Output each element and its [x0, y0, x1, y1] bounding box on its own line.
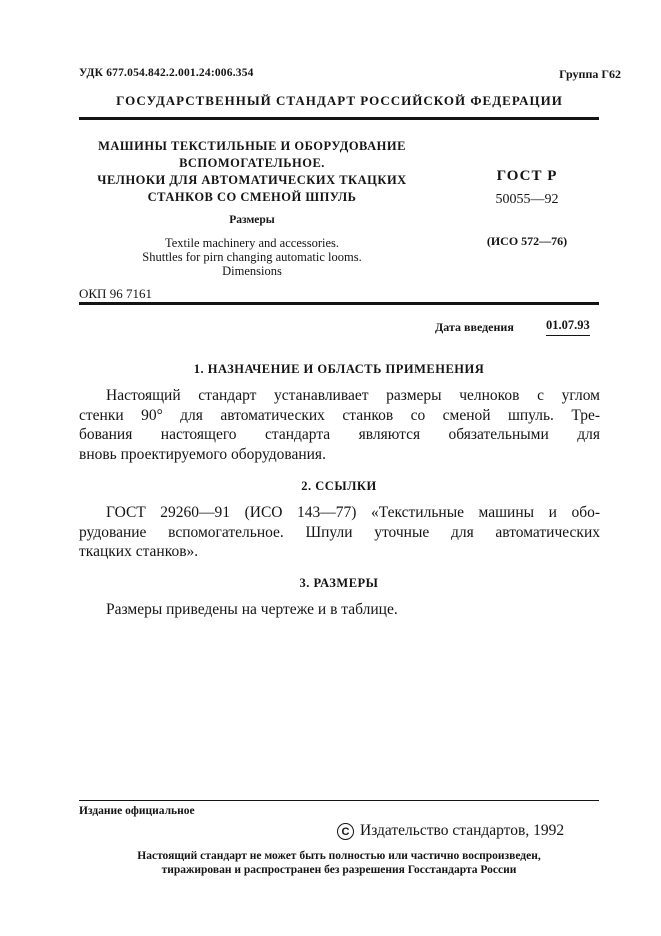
copyright-icon: C	[337, 823, 354, 840]
section-heading: 3. РАЗМЕРЫ	[299, 576, 379, 590]
udk-code: УДК 677.054.842.2.001.24:006.354	[79, 67, 254, 79]
paragraph-line: бования настоящего стандарта являются обязательными для	[79, 426, 600, 443]
introduction-date-label: Дата введения	[435, 320, 514, 334]
section-heading: 1. НАЗНАЧЕНИЕ И ОБЛАСТЬ ПРИМЕНЕНИЯ	[193, 362, 485, 376]
english-title	[79, 236, 425, 278]
paragraph-line: ГОСТ 29260—91 (ИСО 143—77) «Текстильные машины и обо-	[106, 504, 600, 521]
gost-number: 50055—92	[495, 192, 559, 207]
paragraph-line: Настоящий стандарт устанавливает размеры челноков с углом	[106, 387, 600, 404]
introduction-date: 01.07.93	[546, 318, 590, 336]
iso-reference: (ИСО 572—76)	[486, 234, 568, 248]
paragraph-line: рудование вспомогательное. Шпули уточные для автоматических	[79, 523, 600, 541]
gost-r-label: ГОСТ Р	[496, 168, 558, 184]
reproduction-notice	[79, 849, 599, 877]
official-edition-label: Издание официальное	[79, 805, 195, 817]
section-paragraph	[106, 600, 600, 620]
document-subtitle: Размеры	[229, 214, 275, 226]
title-line: ВСПОМОГАТЕЛЬНОЕ.	[179, 156, 325, 170]
section-paragraph	[79, 386, 600, 464]
paragraph-line: стенки 90° для автоматических станков со сменой шпуль. Тре-	[79, 406, 600, 424]
section-heading: 2. ССЫЛКИ	[301, 479, 377, 493]
document-title	[79, 138, 425, 206]
state-standard-heading: ГОСУДАРСТВЕННЫЙ СТАНДАРТ РОССИЙСКОЙ ФЕДЕРАЦИИ	[116, 93, 563, 108]
okp-code: ОКП 96 7161	[79, 286, 152, 301]
copyright-line	[337, 822, 564, 840]
title-rule	[79, 302, 599, 305]
footer-rule	[79, 800, 599, 801]
paragraph-line: ткацких станков».	[79, 543, 199, 560]
title-line: МАШИНЫ ТЕКСТИЛЬНЫЕ И ОБОРУДОВАНИЕ	[98, 139, 406, 153]
english-title-line: Dimensions	[222, 264, 282, 278]
title-line: ЧЕЛНОКИ ДЛЯ АВТОМАТИЧЕСКИХ ТКАЦКИХ	[97, 173, 407, 187]
paragraph-line: Размеры приведены на чертеже и в таблице.	[106, 601, 398, 618]
title-line: СТАНКОВ СО СМЕНОЙ ШПУЛЬ	[147, 190, 357, 204]
english-title-line: Textile machinery and accessories.	[164, 236, 340, 250]
paragraph-line: вновь проектируемого оборудования.	[79, 445, 326, 463]
english-title-line: Shuttles for pirn changing automatic looms.	[142, 250, 362, 264]
notice-line: тиражирован и распространен без разрешения Госстандарта России	[161, 864, 517, 876]
notice-line: Настоящий стандарт не может быть полностью или частично воспроизведен,	[137, 850, 541, 862]
section-paragraph	[79, 503, 600, 562]
group-code: Группа Г62	[559, 67, 621, 81]
header-rule	[79, 117, 599, 120]
copyright-text: Издательство стандартов, 1992	[360, 822, 565, 839]
